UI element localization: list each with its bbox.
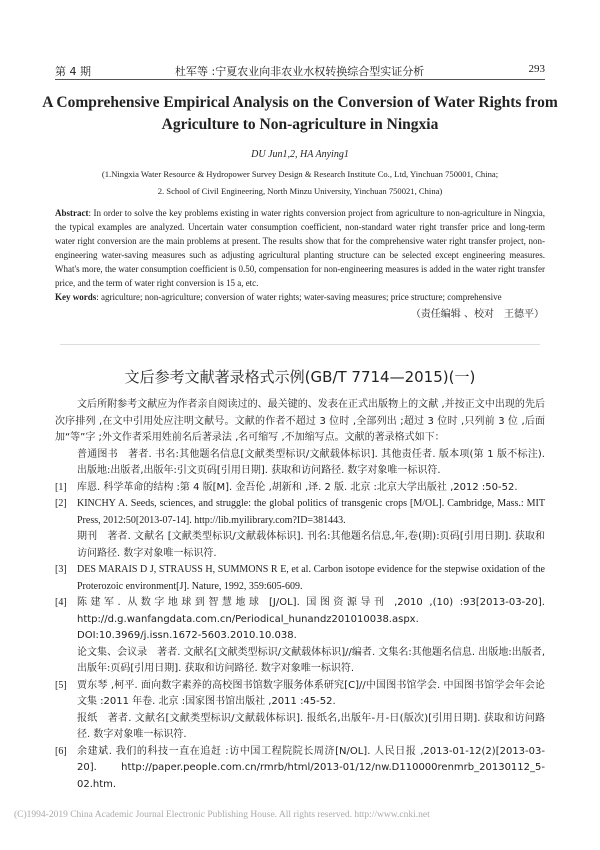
divider (60, 344, 540, 345)
reference-item (55, 678, 545, 711)
format-newspaper: 报纸 著者. 文献名[文献类型标识/文献载体标识]. 报纸名,出版年-月-日(版次)[引用日期]. 获取和访问路径. 数字对象唯一标识符. (77, 712, 545, 740)
ref-text: 库恩. 科学革命的结构 :第 4 版[M]. 金吾伦 ,胡新和 ,译. 2 版. 北京 :北京大学出版社 ,2012 :50-52. (77, 481, 518, 493)
affiliation-2: 2. School of Civil Engineering, North Minzu University, Yinchuan 750021, China) (157, 186, 443, 196)
authors: DU Jun1,2, HA Anying1 (251, 149, 349, 160)
abstract-text: : In order to solve the key problems existing in water rights conversion project from agriculture to non-agriculture in Ningxia, the typical examples are analyzed. Uncertain water consumption coefficient, non-standard water right transfer price and long-term water right conversion are the main problems at present. The results show that for the comprehensive water right transfer project, non-engineering water-saving measures such as adjusting agricultural planting structure can be selected except engineering measures. What's more, the water consumption coefficient is 0.50, compensation for non-engineering measures is added in the water right transfer price, and the term of water right conversion is 15 a, etc. (55, 208, 545, 288)
ref-number: [4] (55, 597, 67, 608)
copyright-footer: (C)1994-2019 China Academic Journal Electronic Publishing House. All rights reserved. http://www.cnki.net (14, 810, 430, 820)
affiliations (40, 166, 560, 200)
ref-text: 贾东琴 ,柯平. 面向数字素养的高校图书馆数字服务体系研究[C]//中国图书馆学会. 中国图书馆学会年会论文集 :2011 年卷. 北京 :国家图书馆出版社 ,2011 :45-52. (77, 679, 545, 707)
abstract (55, 206, 545, 304)
reference-item (55, 744, 545, 794)
reference-item (55, 480, 545, 497)
keywords-label: Key words (55, 292, 97, 302)
reference-item (55, 496, 545, 529)
ref-text: DES MARAIS D J, STRAUSS H, SUMMONS R E, et al. Carbon isotope evidence for the stepwise oxidation of the Proterozoic environment[J]. Nature, 1992, 359:605-609. (77, 564, 545, 592)
running-header (55, 60, 545, 80)
ref-number: [5] (55, 679, 67, 691)
running-title: 杜军等 :宁夏农业向非农业水权转换综合型实证分析 (175, 65, 425, 78)
article-title: A Comprehensive Empirical Analysis on the Conversion of Water Rights from Agriculture to Non-agriculture in Ningxia (42, 94, 558, 133)
page-content (0, 92, 600, 821)
ref-number: [6] (55, 745, 67, 757)
reference-item (55, 562, 545, 595)
issue-number: 第 4 期 (55, 65, 91, 78)
ref-number: [3] (55, 564, 67, 575)
ref-number: [2] (55, 498, 67, 509)
abstract-label: Abstract (55, 208, 89, 218)
page-number: 293 (528, 63, 545, 75)
ref-text: KINCHY A. Seeds, sciences, and struggle: the global politics of transgenic crops [M/OL]. Cambridge, Mass.: MIT Press, 2012:50[2013-07-14]. http://lib.myilibrary.com?ID=381443. (77, 498, 545, 526)
notice-body (55, 397, 545, 793)
format-book: 普通图书 著者. 书名:其他题名信息[文献类型标识/文献载体标识]. 其他责任者. 版本项(第 1 版不标注). 出版地:出版者,出版年:引文页码[引用日期]. 获取和访问路径. 数字对象唯一标识符. (77, 448, 545, 476)
notice-intro: 文后所附参考文献应为作者亲自阅读过的、最关键的、发表在正式出版物上的文献 ,并按正文中出现的先后次序排列 ,在文中引用处应注明文献号。文献的作者不超过 3 位时 ,全部列出 ;超过 3 位时 ,只列前 3 位 ,后面加“等”字 ;外文作者采用姓前名后著录法 ,名可缩写 ,不加缩写点。文献的著录格式如下： (55, 399, 545, 443)
format-proceedings: 论文集、会议录 著者. 文献名[文献类型标识/文献载体标识]//编者. 文集名:其他题名信息. 出版地:出版者,出版年:页码[引用日期]. 获取和访问路径. 数字对象唯一标识符. (77, 646, 545, 674)
reference-item (55, 595, 545, 645)
ref-number: [1] (55, 481, 67, 493)
keywords-text: : agriculture; non-agriculture; conversion of water rights; water-saving measures; price structure; comprehensive (96, 292, 502, 302)
affiliation-1: (1.Ningxia Water Resource & Hydropower Survey Design & Research Institute Co., Ltd, Yinchuan 750001, China; (101, 169, 499, 179)
ref-text: 陈建军. 从数字地球到智慧地球 [J/OL]. 国图资源导刊 ,2010 ,(10) :93[2013-03-20]. http://d.g.wanfangdata.com.cn/Periodical_hunandz201010038.aspx. DOI:10.3969/j.issn.1672-5603.2010.10.038. (77, 597, 545, 641)
editor-note: （责任编辑 、校对 王德平） (410, 309, 544, 320)
ref-text: 余建斌. 我们的科技一直在追赶 :访中国工程院院长周济[N/OL]. 人民日报 ,2013-01-12(2)[2013-03-20]. http://paper.people.com.cn/rmrb/html/2013-01/12/nw.D110000renmrb_20130112_5-02.htm. (77, 745, 545, 790)
notice-heading: 文后参考文献著录格式示例(GB/T 7714—2015)(一) (124, 368, 476, 386)
format-journal: 期刊 著者. 文献名 [文献类型标识/文献载体标识]. 刊名:其他题名信息,年,卷(期):页码[引用日期]. 获取和访问路径. 数字对象唯一标识符. (77, 531, 545, 559)
